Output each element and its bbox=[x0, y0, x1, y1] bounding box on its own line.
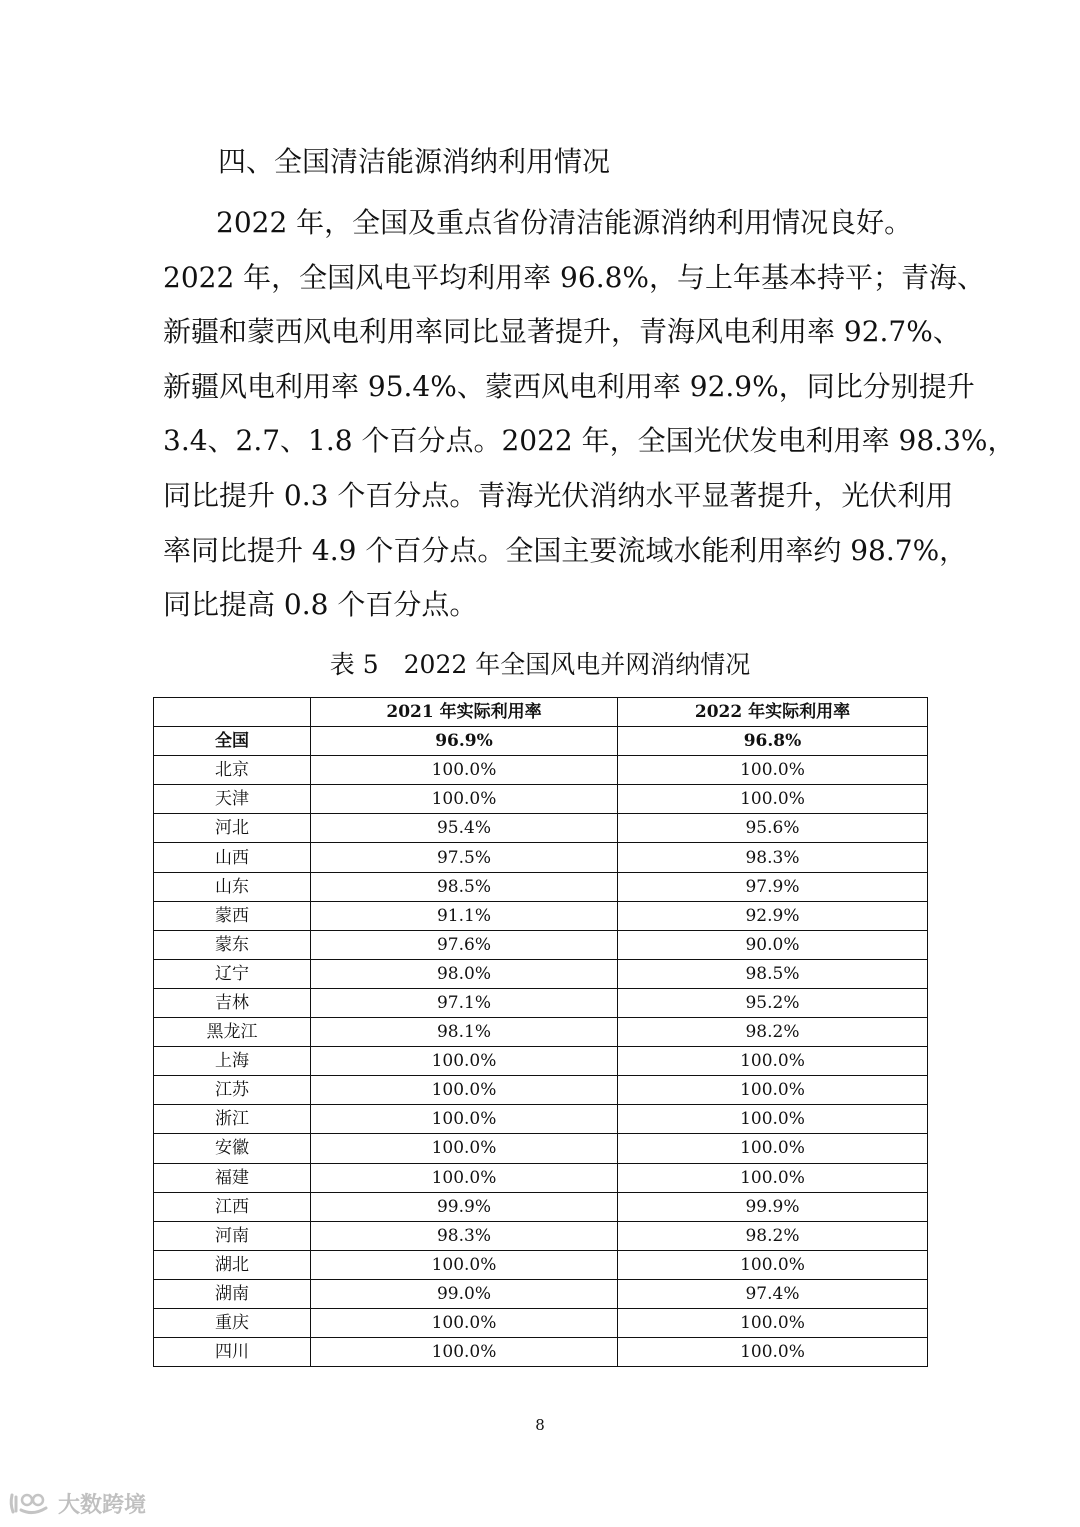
rate-2021-cell: 91.1% bbox=[311, 901, 618, 930]
paragraph-line: 率同比提升 4.9 个百分点。全国主要流域水能利用率约 98.7%， bbox=[163, 533, 968, 567]
rate-2021-cell: 100.0% bbox=[311, 1163, 618, 1192]
rate-2021-cell: 97.1% bbox=[311, 988, 618, 1017]
rate-2022-cell: 98.2% bbox=[618, 1018, 928, 1047]
rate-2021-cell: 100.0% bbox=[311, 1134, 618, 1163]
region-cell: 辽宁 bbox=[154, 959, 311, 988]
table-row bbox=[154, 1308, 928, 1337]
region-cell: 四川 bbox=[154, 1338, 311, 1367]
region-cell: 河北 bbox=[154, 814, 311, 843]
table-row bbox=[154, 1279, 928, 1308]
table-row bbox=[154, 872, 928, 901]
header-2021: 2021 年实际利用率 bbox=[311, 698, 618, 727]
region-cell: 蒙西 bbox=[154, 901, 311, 930]
table-row bbox=[154, 1076, 928, 1105]
region-cell: 全国 bbox=[154, 727, 311, 756]
table-row bbox=[154, 959, 928, 988]
region-cell: 福建 bbox=[154, 1163, 311, 1192]
table-header-row bbox=[154, 698, 928, 727]
rate-2022-cell: 98.2% bbox=[618, 1221, 928, 1250]
rate-2021-cell: 95.4% bbox=[311, 814, 618, 843]
table-row bbox=[154, 988, 928, 1017]
paragraph-line: 同比提高 0.8 个百分点。 bbox=[163, 588, 478, 622]
rate-2021-cell: 100.0% bbox=[311, 1308, 618, 1337]
region-cell: 黑龙江 bbox=[154, 1018, 311, 1047]
rate-2021-cell: 100.0% bbox=[311, 1076, 618, 1105]
rate-2022-cell: 100.0% bbox=[618, 1076, 928, 1105]
region-cell: 山东 bbox=[154, 872, 311, 901]
table-row bbox=[154, 1221, 928, 1250]
region-cell: 河南 bbox=[154, 1221, 311, 1250]
region-cell: 吉林 bbox=[154, 988, 311, 1017]
watermark-text: 大数跨境 bbox=[58, 1493, 147, 1518]
rate-2022-cell: 100.0% bbox=[618, 1338, 928, 1367]
table-row bbox=[154, 1018, 928, 1047]
rate-2022-cell: 100.0% bbox=[618, 1105, 928, 1134]
paragraph-line: 新疆和蒙西风电利用率同比显著提升，青海风电利用率 92.7%、 bbox=[163, 315, 961, 349]
rate-2021-cell: 97.5% bbox=[311, 843, 618, 872]
rate-2021-cell: 100.0% bbox=[311, 1250, 618, 1279]
table-row bbox=[154, 930, 928, 959]
rate-2021-cell: 100.0% bbox=[311, 785, 618, 814]
region-cell: 浙江 bbox=[154, 1105, 311, 1134]
paragraph-line: 3.4、2.7、1.8 个百分点。2022 年，全国光伏发电利用率 98.3%， bbox=[163, 424, 1016, 458]
rate-2022-cell: 100.0% bbox=[618, 1047, 928, 1076]
rate-2021-cell: 100.0% bbox=[311, 1338, 618, 1367]
wind-utilization-table bbox=[153, 697, 928, 1367]
watermark bbox=[8, 1488, 146, 1519]
rate-2022-cell: 100.0% bbox=[618, 1163, 928, 1192]
header-2022: 2022 年实际利用率 bbox=[618, 698, 928, 727]
region-cell: 上海 bbox=[154, 1047, 311, 1076]
rate-2021-cell: 98.5% bbox=[311, 872, 618, 901]
rate-2022-cell: 95.2% bbox=[618, 988, 928, 1017]
table-row bbox=[154, 1047, 928, 1076]
region-cell: 重庆 bbox=[154, 1308, 311, 1337]
rate-2022-cell: 100.0% bbox=[618, 785, 928, 814]
rate-2021-cell: 99.0% bbox=[311, 1279, 618, 1308]
rate-2021-cell: 100.0% bbox=[311, 1047, 618, 1076]
region-cell: 山西 bbox=[154, 843, 311, 872]
rate-2022-cell: 100.0% bbox=[618, 756, 928, 785]
paragraph-line: 新疆风电利用率 95.4%、蒙西风电利用率 92.9%，同比分别提升 bbox=[163, 369, 975, 403]
region-cell: 天津 bbox=[154, 785, 311, 814]
rate-2021-cell: 100.0% bbox=[311, 756, 618, 785]
paragraph-line: 2022 年，全国风电平均利用率 96.8%，与上年基本持平；青海、 bbox=[163, 260, 986, 294]
region-cell: 湖北 bbox=[154, 1250, 311, 1279]
table-caption: 表 5 2022 年全国风电并网消纳情况 bbox=[329, 650, 751, 679]
header-region bbox=[154, 698, 311, 727]
table-row bbox=[154, 814, 928, 843]
rate-2022-cell: 97.9% bbox=[618, 872, 928, 901]
page-number: 8 bbox=[535, 1416, 545, 1434]
rate-2022-cell: 100.0% bbox=[618, 1134, 928, 1163]
rate-2022-cell: 100.0% bbox=[618, 1250, 928, 1279]
rate-2021-cell: 99.9% bbox=[311, 1192, 618, 1221]
paragraph-line: 同比提升 0.3 个百分点。青海光伏消纳水平显著提升，光伏利用 bbox=[163, 478, 954, 512]
rate-2022-cell: 97.4% bbox=[618, 1279, 928, 1308]
region-cell: 湖南 bbox=[154, 1279, 311, 1308]
rate-2022-cell: 96.8% bbox=[618, 727, 928, 756]
table-row bbox=[154, 901, 928, 930]
table-row bbox=[154, 1338, 928, 1367]
paragraph-line: 2022 年，全国及重点省份清洁能源消纳利用情况良好。 bbox=[216, 206, 913, 239]
table-row bbox=[154, 843, 928, 872]
watermark-logo-icon bbox=[8, 1491, 52, 1517]
rate-2022-cell: 98.3% bbox=[618, 843, 928, 872]
table-row-total bbox=[154, 727, 928, 756]
rate-2021-cell: 98.1% bbox=[311, 1018, 618, 1047]
rate-2021-cell: 96.9% bbox=[311, 727, 618, 756]
table-row bbox=[154, 1250, 928, 1279]
table-row bbox=[154, 1192, 928, 1221]
table-row bbox=[154, 1134, 928, 1163]
region-cell: 安徽 bbox=[154, 1134, 311, 1163]
rate-2022-cell: 98.5% bbox=[618, 959, 928, 988]
region-cell: 蒙东 bbox=[154, 930, 311, 959]
rate-2022-cell: 99.9% bbox=[618, 1192, 928, 1221]
rate-2022-cell: 92.9% bbox=[618, 901, 928, 930]
rate-2022-cell: 90.0% bbox=[618, 930, 928, 959]
table-row bbox=[154, 1105, 928, 1134]
section-heading: 四、全国清洁能源消纳利用情况 bbox=[218, 145, 611, 178]
section-paragraph bbox=[163, 196, 1016, 633]
table-row bbox=[154, 1163, 928, 1192]
table-row bbox=[154, 756, 928, 785]
rate-2021-cell: 98.0% bbox=[311, 959, 618, 988]
rate-2021-cell: 100.0% bbox=[311, 1105, 618, 1134]
table-row bbox=[154, 785, 928, 814]
region-cell: 北京 bbox=[154, 756, 311, 785]
rate-2021-cell: 97.6% bbox=[311, 930, 618, 959]
region-cell: 江西 bbox=[154, 1192, 311, 1221]
rate-2021-cell: 98.3% bbox=[311, 1221, 618, 1250]
rate-2022-cell: 100.0% bbox=[618, 1308, 928, 1337]
rate-2022-cell: 95.6% bbox=[618, 814, 928, 843]
region-cell: 江苏 bbox=[154, 1076, 311, 1105]
